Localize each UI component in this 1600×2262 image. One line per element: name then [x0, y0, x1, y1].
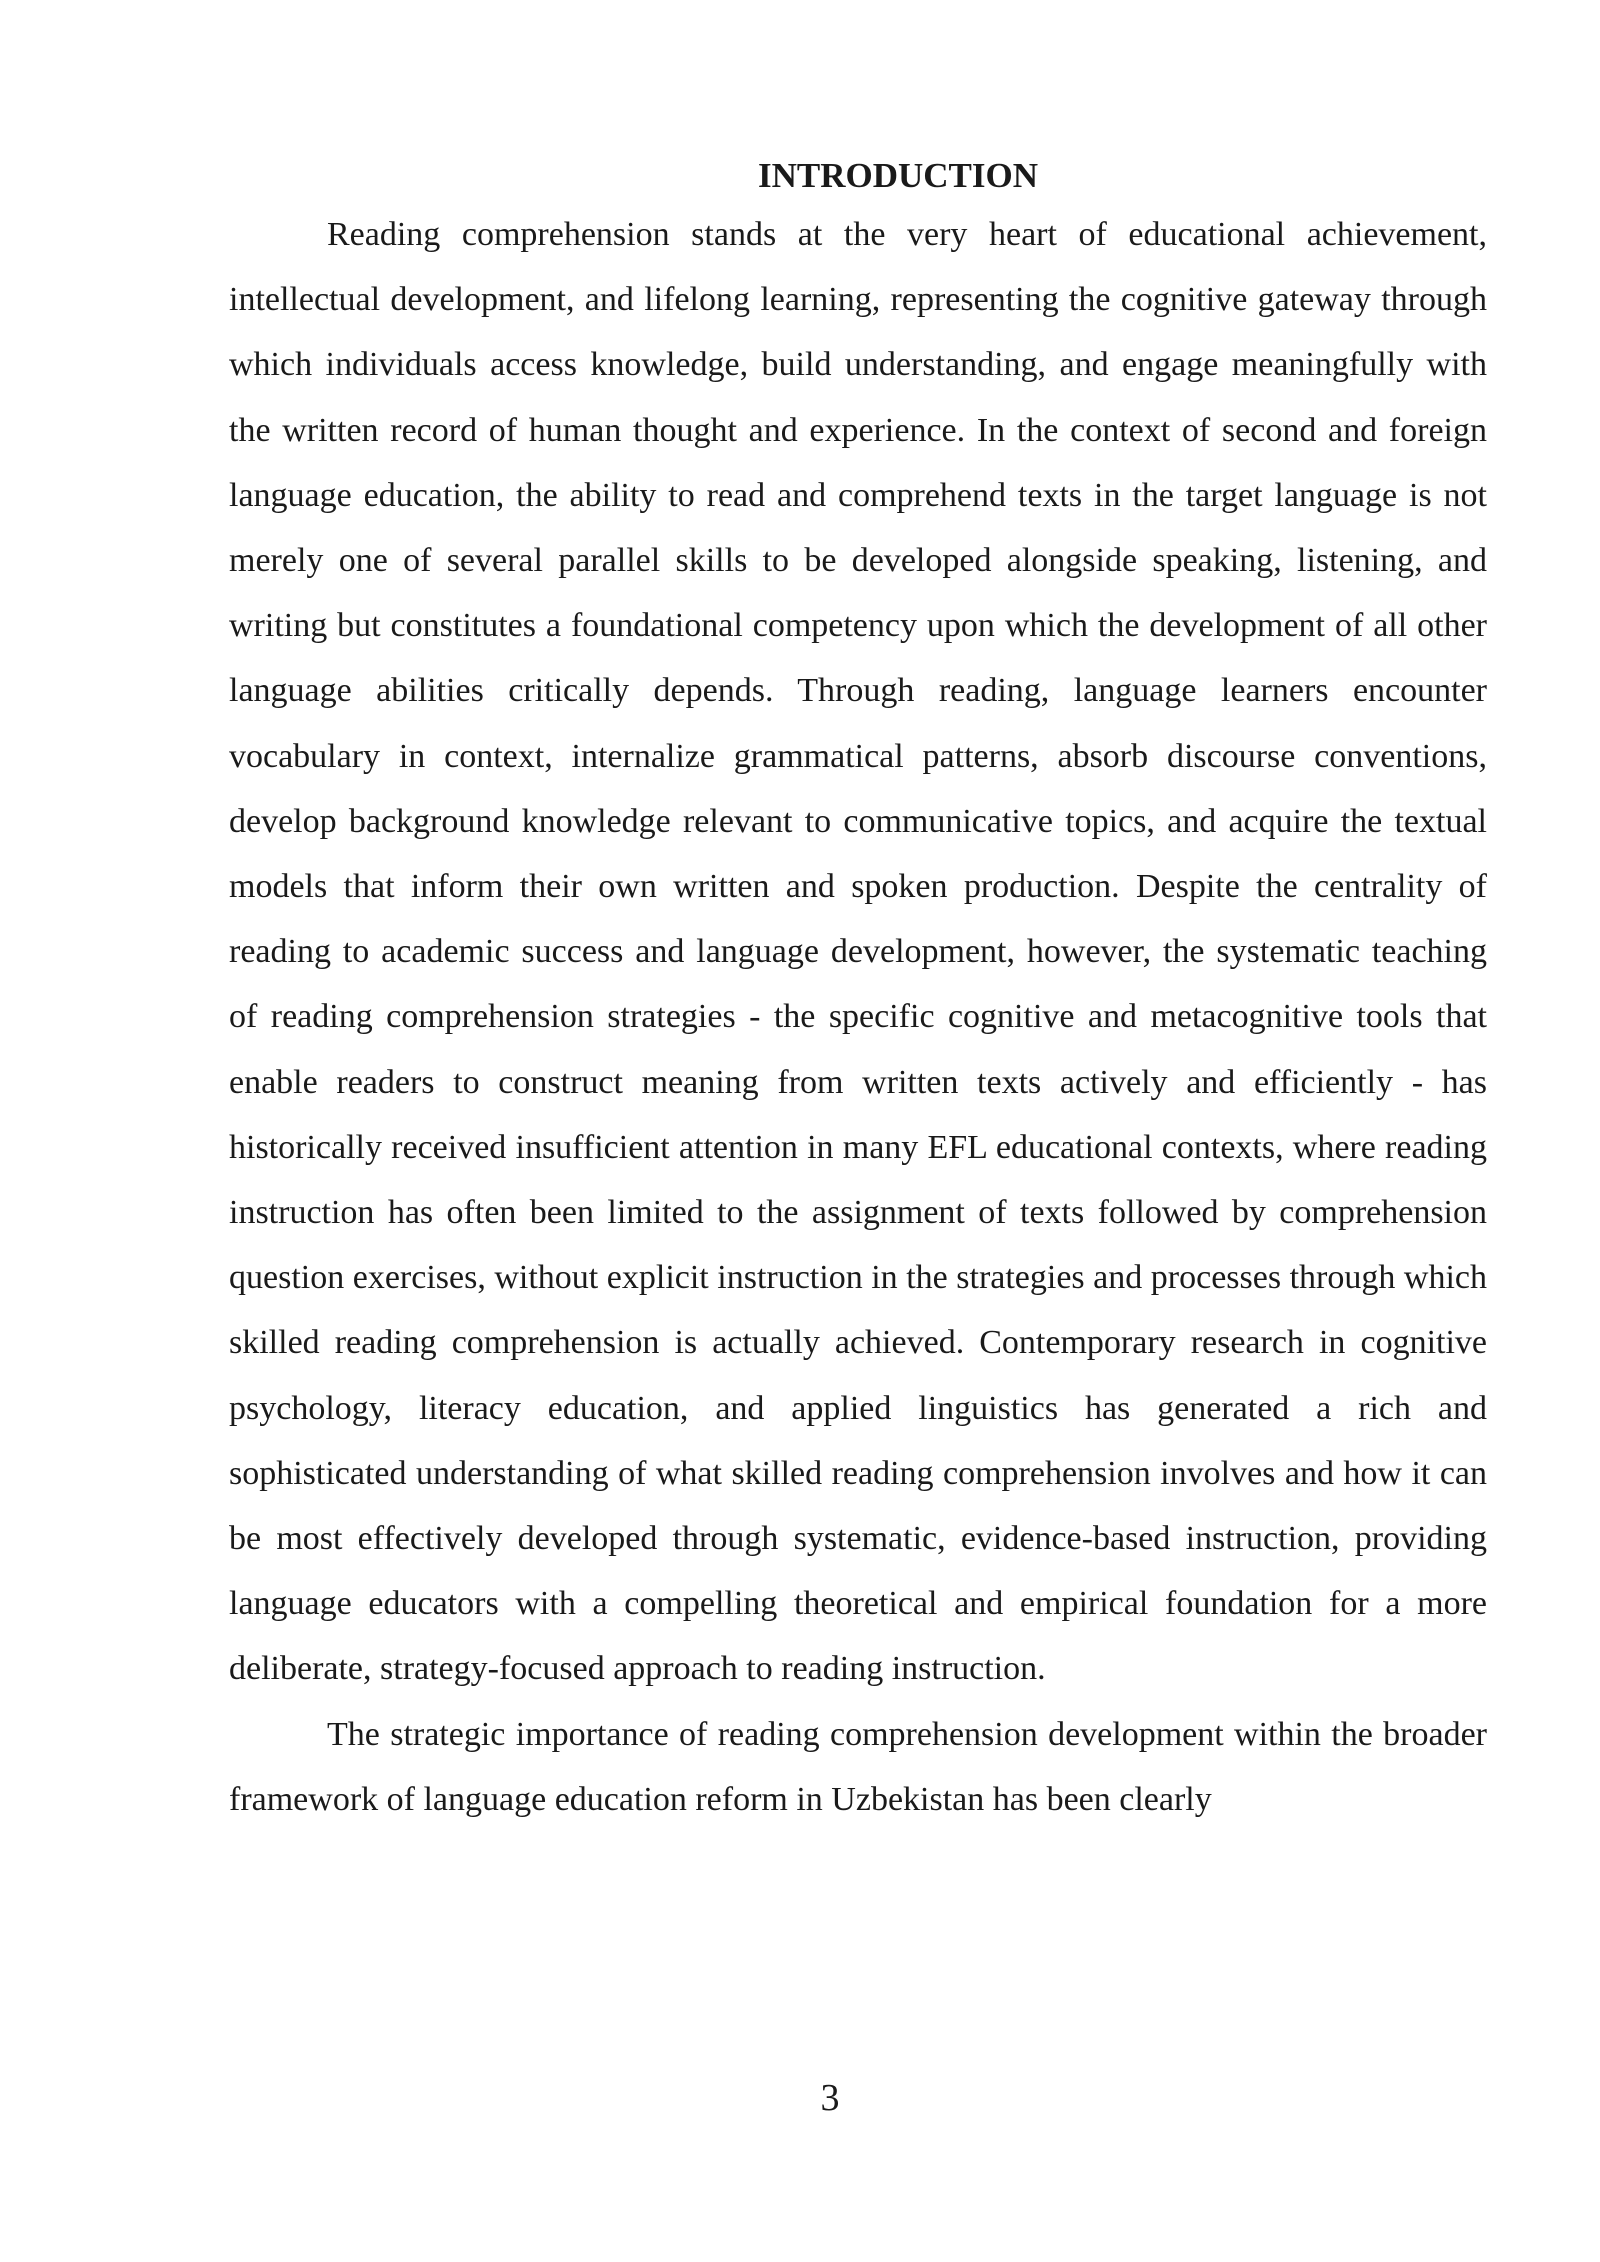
body-paragraph-1: Reading comprehension stands at the very heart of educational achievement, intellectual development, and lifelong learning, representing the cognitive gateway through which individuals access knowledge, build understanding, and engage meaningfully with the written record of human thought and experience. In the context of second and foreign language education, the ability to read and comprehend texts in the target language is not merely one of several parallel skills to be developed alongside speaking, listening, and writing but constitutes a foundational competency upon which the development of all other language abilities critically depends. Through reading, language learners encounter vocabulary in context, internalize grammatical patterns, absorb discourse conventions, develop background knowledge relevant to communicative topics, and acquire the textual models that inform their own written and spoken production. Despite the centrality of reading to academic success and language development, however, the systematic teaching of reading comprehension strategies - the specific cognitive and metacognitive tools that enable readers to construct meaning from written texts actively and efficiently - has historically received insufficient attention in many EFL educational contexts, where reading instruction has often been limited to the assignment of texts followed by comprehension question exercises, without explicit instruction in the strategies and processes through which skilled reading comprehension is actually achieved. Contemporary research in cognitive psychology, literacy education, and applied linguistics has generated a rich and sophisticated understanding of what skilled reading comprehension involves and how it can be most effectively developed through systematic, evidence-based instruction, providing language educators with a compelling theoretical and empirical foundation for a more deliberate, strategy-focused approach to reading instruction. [229, 216, 1487, 1688]
page-number: 3 [820, 2077, 840, 2119]
section-title: INTRODUCTION [757, 156, 1039, 195]
page-content [229, 150, 1487, 1832]
body-paragraph-2: The strategic importance of reading comprehension development within the broader framework of language education reform in Uzbekistan has been clearly [229, 1715, 1487, 1818]
